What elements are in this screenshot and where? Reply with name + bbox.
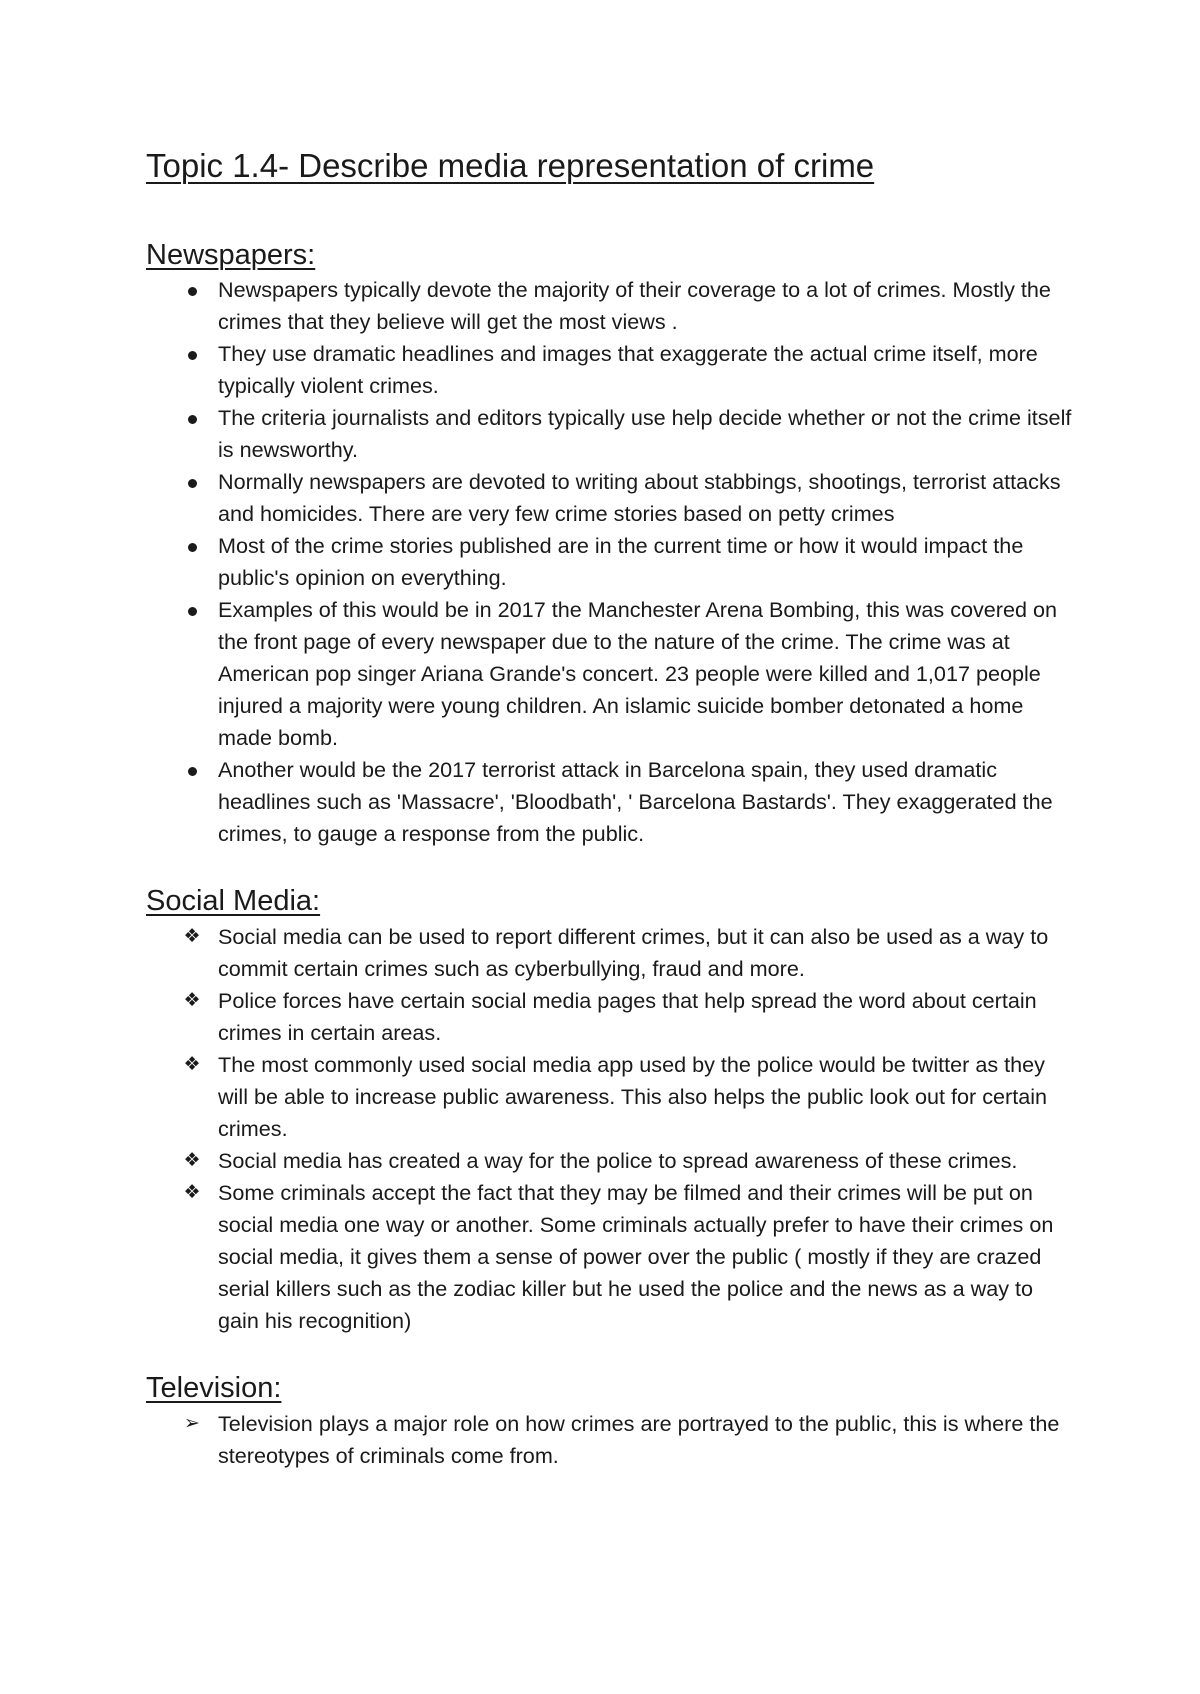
bullet-list [146,274,1076,850]
bullet-dot-icon [180,338,204,370]
bullet-list [146,921,1076,1337]
list-item [146,338,1076,402]
list-item-text: Normally newspapers are devoted to writing about stabbings, shootings, terrorist attacks and homicides. There are very few crime stories based on petty crimes [218,469,1061,527]
list-item-text: The most commonly used social media app used by the police would be twitter as they will be able to increase public awareness. This also helps the public look out for certain crimes. [218,1052,1048,1142]
list-item [146,1408,1076,1472]
bullet-dot-icon [180,754,204,786]
bullet-dot-icon [180,530,204,562]
list-item [146,402,1076,466]
list-item-text: They use dramatic headlines and images that exaggerate the actual crime itself, more typically violent crimes. [218,341,1038,399]
four-diamond-bullet-icon: ❖ [183,990,201,1012]
list-item-text: Most of the crime stories published are in the current time or how it would impact the public's opinion on everything. [218,533,1024,591]
bullet-list [146,1408,1076,1472]
list-item [146,594,1076,754]
list-item [146,530,1076,594]
bullet-dot-icon [180,274,204,306]
list-item-text: Another would be the 2017 terrorist attack in Barcelona spain, they used dramatic headlines such as 'Massacre', 'Bloodbath', ' Barcelona Bastards'. They exaggerated the crimes, to gauge a response from the public. [218,757,1053,847]
bullet-dot-icon [180,466,204,498]
section-social-media [146,884,1076,1337]
section-heading: Television: [146,1372,282,1405]
list-item [146,985,1076,1049]
four-diamond-bullet-icon: ❖ [183,926,201,948]
list-item [146,274,1076,338]
list-item [146,754,1076,850]
list-item-text: Newspapers typically devote the majority of their coverage to a lot of crimes. Mostly the crimes that they believe will get the most views . [218,277,1051,335]
bullet-dot-icon [180,402,204,434]
list-item-text: The criteria journalists and editors typically use help decide whether or not the crime itself is newsworthy. [218,405,1072,463]
page-title: Topic 1.4- Describe media representation of crime [146,147,875,184]
four-diamond-bullet-icon: ❖ [183,1150,201,1172]
list-item-text: Examples of this would be in 2017 the Manchester Arena Bombing, this was covered on the front page of every newspaper due to the nature of the crime. The crime was at American pop singer Ariana Grande's concert. 23 people were killed and 1,017 people injured a majority were young children. An islamic suicide bomber detonated a home made bomb. [218,597,1058,751]
section-heading: Newspapers: [146,238,316,271]
list-item [146,921,1076,985]
list-item [146,1177,1076,1337]
list-item-text: Some criminals accept the fact that they may be filmed and their crimes will be put on social media one way or another. Some criminals actually prefer to have their crimes on social media, it gives them a sense of power over the public ( mostly if they are crazed serial killers such as the zodiac killer but he used the police and the news as a way to gain his recognition) [218,1180,1054,1334]
bullet-dot-icon [180,594,204,626]
four-diamond-bullet-icon: ❖ [183,1182,201,1204]
list-item [146,466,1076,530]
section-newspapers [146,238,1076,851]
list-item-text: Television plays a major role on how crimes are portrayed to the public, this is where the stereotypes of criminals come from. [218,1410,1060,1468]
document-page [146,146,1076,1506]
section-heading: Social Media: [146,885,321,918]
list-item-text: Social media can be used to report different crimes, but it can also be used as a way to commit certain crimes such as cyberbullying, fraud and more. [218,924,1049,982]
list-item [146,1049,1076,1145]
list-item-text: Social media has created a way for the police to spread awareness of these crimes. [218,1148,1018,1174]
list-item-text: Police forces have certain social media pages that help spread the word about certain crimes in certain areas. [218,988,1037,1046]
list-item [146,1145,1076,1177]
arrowhead-bullet-icon: ➢ [184,1412,200,1434]
four-diamond-bullet-icon: ❖ [183,1054,201,1076]
section-television [146,1371,1076,1472]
